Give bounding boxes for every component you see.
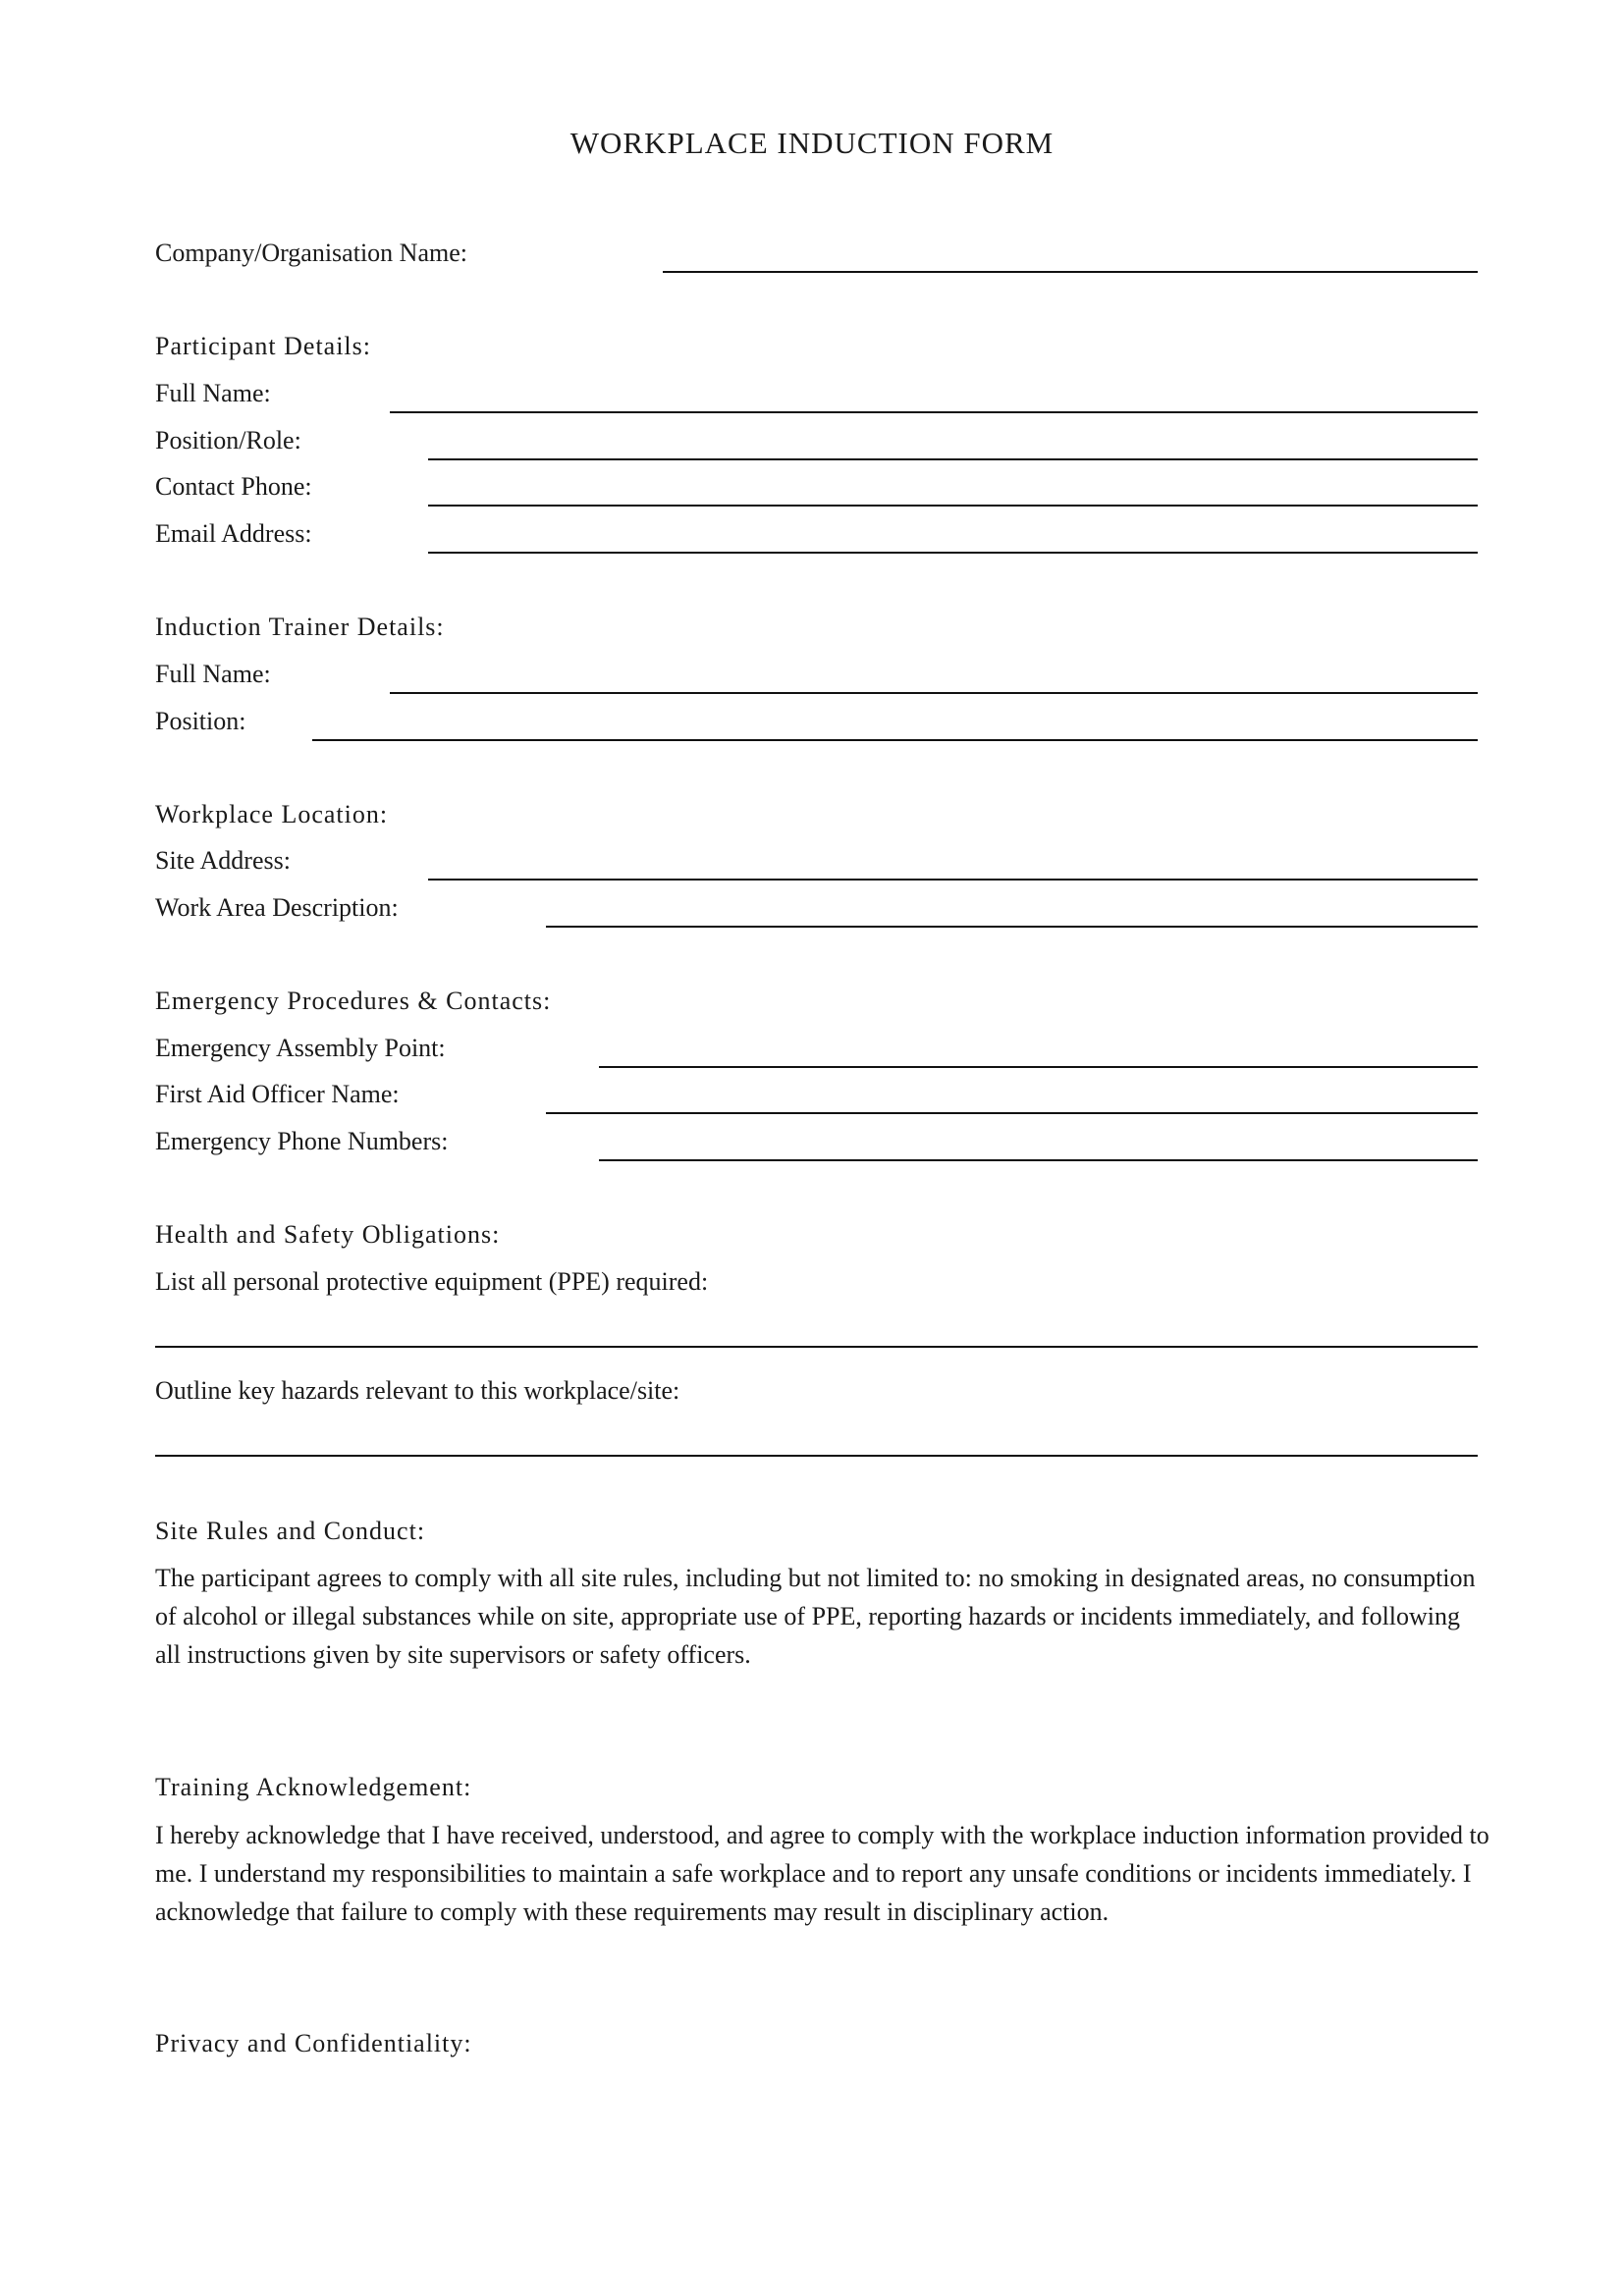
- assembly-point-label: Emergency Assembly Point:: [155, 1034, 446, 1062]
- ppe-prompt: List all personal protective equipment (PPE) required:: [155, 1267, 709, 1296]
- participant-phone-field[interactable]: [428, 505, 1478, 507]
- workplace-location-heading: Workplace Location:: [155, 800, 389, 828]
- emergency-phones-field[interactable]: [599, 1159, 1478, 1161]
- trainer-position-label: Position:: [155, 707, 246, 735]
- ppe-field[interactable]: [155, 1346, 1478, 1348]
- trainer-details-heading: Induction Trainer Details:: [155, 613, 445, 641]
- site-address-label: Site Address:: [155, 846, 291, 875]
- assembly-point-field[interactable]: [599, 1066, 1478, 1068]
- participant-phone-label: Contact Phone:: [155, 472, 312, 501]
- participant-position-label: Position/Role:: [155, 426, 301, 454]
- emergency-heading: Emergency Procedures & Contacts:: [155, 987, 552, 1015]
- participant-email-field[interactable]: [428, 552, 1478, 554]
- site-rules-heading: Site Rules and Conduct:: [155, 1517, 426, 1545]
- page-title: WORKPLACE INDUCTION FORM: [569, 126, 1055, 160]
- emergency-phones-label: Emergency Phone Numbers:: [155, 1127, 449, 1155]
- participant-email-label: Email Address:: [155, 519, 312, 548]
- company-name-label: Company/Organisation Name:: [155, 239, 467, 267]
- first-aid-officer-label: First Aid Officer Name:: [155, 1080, 400, 1108]
- trainer-full-name-field[interactable]: [390, 692, 1478, 694]
- acknowledgement-heading: Training Acknowledgement:: [155, 1773, 472, 1801]
- acknowledgement-text: I hereby acknowledge that I have received, understood, and agree to comply with the workplace induction information provided to me. I understand my responsibilities to maintain a safe workplace and to report any unsafe conditions or incidents immediately. I acknowledge that failure to comply with these requirements may result in disciplinary action.: [155, 1821, 1489, 1926]
- health-safety-heading: Health and Safety Obligations:: [155, 1220, 501, 1249]
- work-area-label: Work Area Description:: [155, 893, 399, 922]
- hazards-field[interactable]: [155, 1455, 1478, 1457]
- company-name-field[interactable]: [663, 271, 1478, 273]
- first-aid-officer-field[interactable]: [546, 1112, 1478, 1114]
- site-address-field[interactable]: [428, 879, 1478, 881]
- site-rules-text: The participant agrees to comply with all site rules, including but not limited to: no smoking in designated areas, no consumption of alcohol or illegal substances while on site, appropriate use of PPE, reporting hazards or incidents immediately, and following all instructions given by site supervisors or safety officers.: [155, 1564, 1476, 1669]
- trainer-position-field[interactable]: [312, 739, 1478, 741]
- participant-full-name-field[interactable]: [390, 411, 1478, 413]
- participant-details-heading: Participant Details:: [155, 332, 372, 360]
- participant-position-field[interactable]: [428, 458, 1478, 460]
- privacy-heading: Privacy and Confidentiality:: [155, 2029, 472, 2057]
- work-area-field[interactable]: [546, 926, 1478, 928]
- participant-full-name-label: Full Name:: [155, 379, 271, 407]
- trainer-full-name-label: Full Name:: [155, 660, 271, 688]
- hazards-prompt: Outline key hazards relevant to this workplace/site:: [155, 1376, 680, 1405]
